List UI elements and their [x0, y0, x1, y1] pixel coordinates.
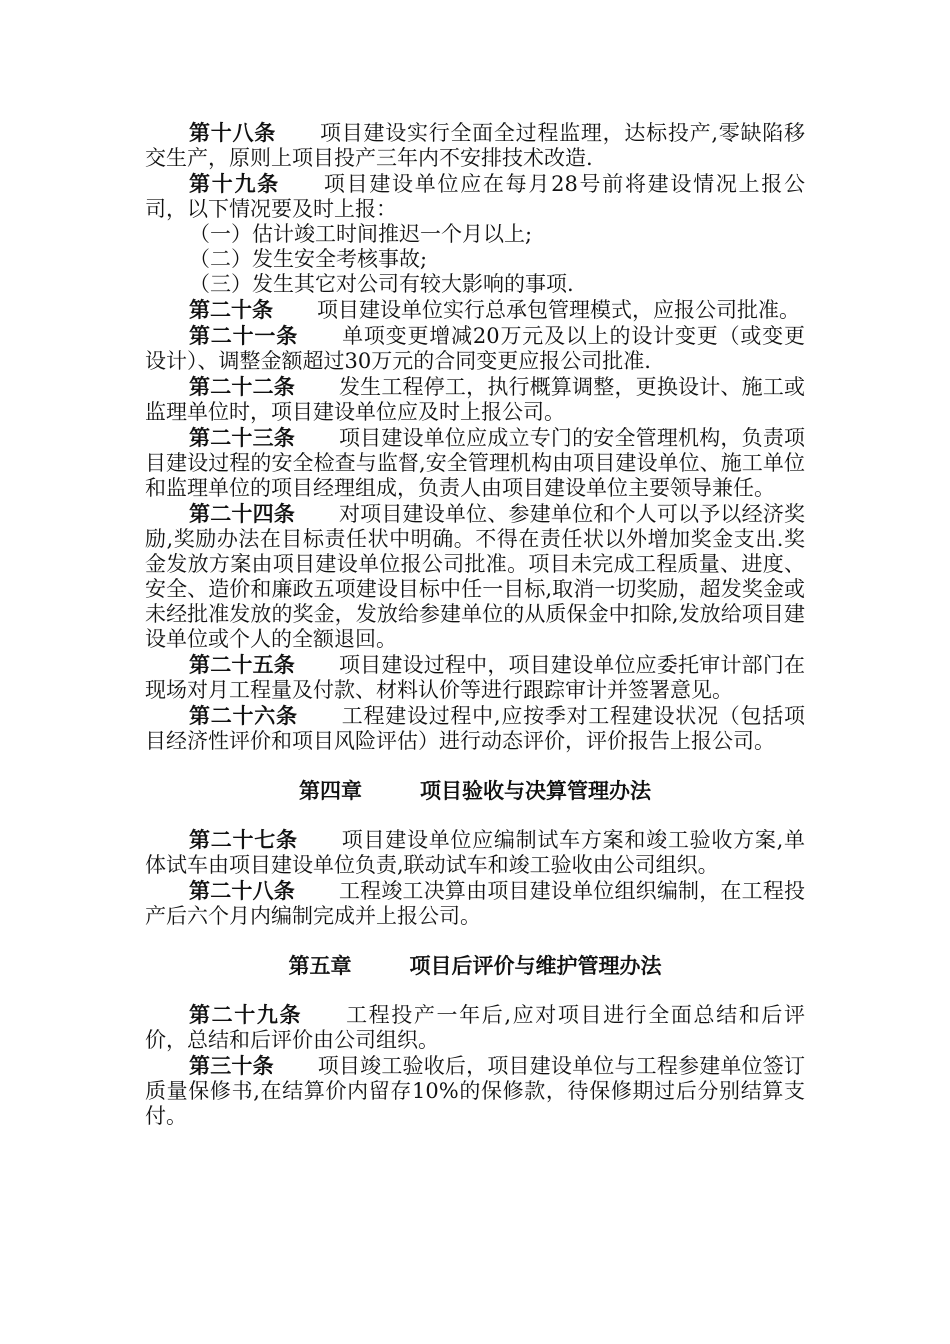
list-item: （二）发生安全考核事故;	[189, 247, 428, 271]
article-text: 工程投产一年后,应对项目进行全面总结和后评价，总结和后评价由公司组织。	[145, 1003, 805, 1052]
article-number: 第二十五条	[189, 652, 295, 677]
list-item: （一）估计竣工时间推迟一个月以上;	[189, 222, 533, 246]
article-number: 第十八条	[189, 120, 276, 145]
list-item: （三）发生其它对公司有较大影响的事项.	[189, 272, 574, 296]
article-number: 第三十条	[189, 1053, 274, 1078]
article-text: 项目建设单位应在每月28号前将建设情况上报公司，以下情况要及时上报：	[145, 172, 805, 221]
chapter-5-heading	[145, 953, 805, 978]
chapter-number: 第五章	[288, 953, 352, 978]
article-26	[145, 703, 805, 754]
chapter-title: 项目验收与决算管理办法	[420, 778, 651, 803]
article-24	[145, 501, 805, 652]
article-text: 发生工程停工，执行概算调整，更换设计、施工或监理单位时，项目建设单位应及时上报公司。	[145, 375, 806, 424]
article-number: 第二十二条	[189, 374, 295, 399]
article-27	[145, 827, 805, 878]
article-text: 项目建设单位应成立专门的安全管理机构，负责项目建设过程的安全检查与监督,安全管理机构由项目建设单位、施工单位和监理单位的项目经理组成，负责人由项目建设单位主要领导兼任。	[145, 426, 806, 500]
article-text: 项目建设实行全面全过程监理，达标投产,零缺陷移交生产，原则上项目投产三年内不安排技术改造.	[145, 121, 805, 170]
article-number: 第二十三条	[189, 425, 295, 450]
article-text: 项目竣工验收后，项目建设单位与工程参建单位签订质量保修书,在结算价内留存10%的保修款，待保修期过后分别结算支付。	[145, 1054, 806, 1128]
article-text: 工程建设过程中,应按季对工程建设状况（包括项目经济性评价和项目风险评估）进行动态评价，评价报告上报公司。	[145, 704, 805, 753]
article-number: 第十九条	[189, 171, 280, 196]
article-22	[145, 374, 805, 425]
article-number: 第二十六条	[189, 703, 298, 728]
article-text: 对项目建设单位、参建单位和个人可以予以经济奖励,奖励办法在目标责任状中明确。不得在责任状以外增加奖金支出.奖金发放方案由项目建设单位报公司批准。项目未完成工程质量、进度、安全、造价和廉政五项建设目标中任一目标,取消一切奖励，超发奖金或未经批准发放的奖金，发放给参建单位的从质保金中扣除,发放给项目建设单位或个人的全额退回。	[145, 502, 806, 651]
article-18	[145, 120, 805, 171]
article-number: 第二十八条	[189, 878, 295, 903]
article-19	[145, 171, 805, 222]
article-21	[145, 323, 805, 374]
article-number: 第二十一条	[189, 323, 299, 348]
article-30	[145, 1053, 805, 1129]
article-number: 第二十条	[189, 297, 273, 322]
article-number: 第二十七条	[189, 827, 298, 852]
article-number: 第二十四条	[189, 501, 295, 526]
article-29	[145, 1002, 805, 1053]
article-text: 项目建设过程中，项目建设单位应委托审计部门在现场对月工程量及付款、材料认价等进行跟踪审计并签署意见。	[145, 653, 806, 702]
document-page	[145, 120, 805, 1129]
article-number: 第二十九条	[189, 1002, 303, 1027]
article-25	[145, 652, 805, 703]
chapter-4-heading	[145, 778, 805, 803]
article-28	[145, 878, 805, 929]
article-text: 项目建设单位实行总承包管理模式，应报公司批准。	[317, 298, 800, 322]
article-23	[145, 425, 805, 501]
chapter-number: 第四章	[299, 778, 362, 803]
chapter-title: 项目后评价与维护管理办法	[409, 953, 662, 978]
article-text: 单项变更增减20万元及以上的设计变更（或变更设计）、调整金额超过30万元的合同变更应报公司批准.	[145, 324, 805, 373]
article-20	[145, 297, 805, 323]
article-text: 工程竣工决算由项目建设单位组织编制，在工程投产后六个月内编制完成并上报公司。	[145, 879, 806, 928]
article-text: 项目建设单位应编制试车方案和竣工验收方案,单体试车由项目建设单位负责,联动试车和竣工验收由公司组织。	[145, 828, 805, 877]
